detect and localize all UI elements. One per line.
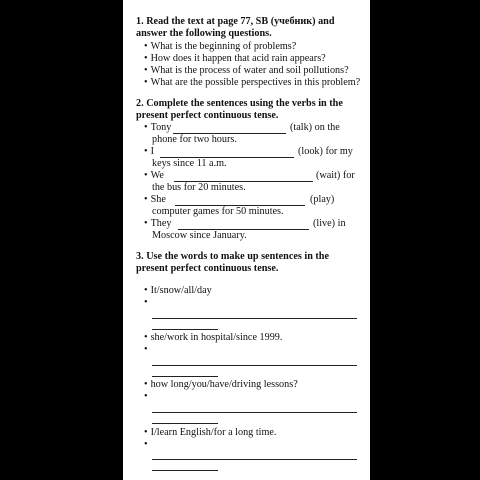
- answer-line: [152, 318, 357, 319]
- exercise-3-item-1-bullet: [144, 297, 151, 309]
- exercise-2-item-1-verb: (talk) on the: [290, 122, 340, 133]
- answer-line-short: [152, 329, 218, 330]
- exercise-3-item-3-prompt: • how long/you/have/driving lessons?: [144, 379, 298, 391]
- exercise-2-item-3-continuation: the bus for 20 minutes.: [152, 182, 246, 193]
- exercise-3-item-4-bullet: [144, 439, 151, 451]
- question-2: • How does it happen that acid rain appears?: [144, 53, 326, 65]
- answer-line: [152, 365, 357, 366]
- section-2-title-line-1: 2. Complete the sentences using the verbs in the: [136, 98, 343, 109]
- question-3: • What is the process of water and soil pollutions?: [144, 65, 349, 77]
- answer-line: [152, 459, 357, 460]
- exercise-2-item-2-continuation: keys since 11 a.m.: [152, 158, 227, 169]
- exercise-2-item-1-continuation: phone for two hours.: [152, 134, 237, 145]
- section-2-title-line-2: present perfect continuous tense.: [136, 110, 279, 121]
- exercise-2-item-5-verb: (live) in: [313, 218, 346, 229]
- exercise-2-item-2-verb: (look) for my: [298, 146, 353, 157]
- exercise-3-item-3-bullet: [144, 391, 151, 403]
- exercise-2-item-1-subject: • Tony: [144, 122, 171, 134]
- exercise-2-item-2-subject: • I: [144, 146, 154, 158]
- exercise-2-item-4-verb: (play): [310, 194, 335, 205]
- section-3-title-line-2: present perfect continuous tense.: [136, 263, 279, 274]
- exercise-3-item-2-bullet: [144, 344, 151, 356]
- answer-line-short: [152, 423, 218, 424]
- section-1-title-line-1: 1. Read the text at page 77, SB (учебник) and: [136, 16, 335, 27]
- section-3-title-line-1: 3. Use the words to make up sentences in the: [136, 251, 329, 262]
- exercise-2-item-3-subject: • We: [144, 170, 164, 182]
- answer-line-short: [152, 470, 218, 471]
- section-1-title-line-2: answer the following questions.: [136, 28, 272, 39]
- exercise-2-item-4-continuation: computer games for 50 minutes.: [152, 206, 284, 217]
- exercise-2-item-5-subject: • They: [144, 218, 172, 230]
- exercise-2-item-3-verb: (wait) for: [316, 170, 355, 181]
- question-4: • What are the possible perspectives in this problem?: [144, 77, 360, 89]
- answer-line-short: [152, 376, 218, 377]
- answer-line: [152, 412, 357, 413]
- exercise-3-item-1-prompt: • It/snow/all/day: [144, 285, 212, 297]
- question-1: • What is the beginning of problems?: [144, 41, 296, 53]
- exercise-2-item-4-subject: • She: [144, 194, 166, 206]
- exercise-3-item-2-prompt: • she/work in hospital/since 1999.: [144, 332, 282, 344]
- exercise-3-item-4-prompt: • I/learn English/for a long time.: [144, 427, 276, 439]
- exercise-2-item-5-continuation: Moscow since January.: [152, 230, 247, 241]
- worksheet-page: [123, 0, 370, 480]
